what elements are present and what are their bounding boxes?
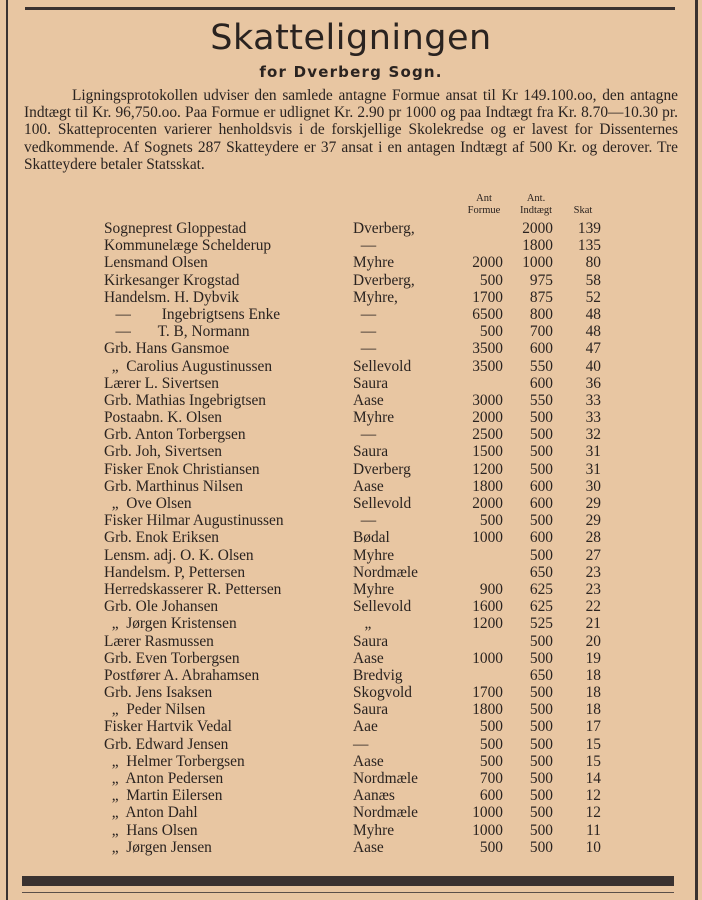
skat-value: 29 [585, 512, 601, 530]
taxpayer-name: Grb. Edward Jensen [104, 735, 229, 753]
taxpayer-name: Fisker Hartvik Vedal [104, 718, 232, 736]
taxpayer-place: Myhre [353, 821, 395, 839]
bottom-rule [22, 892, 674, 893]
indtaegt-value: 500 [529, 804, 553, 822]
taxpayer-name: Grb. Ole Johansen [104, 598, 219, 616]
skat-value: 28 [585, 529, 601, 547]
taxpayer-name: „ Anton Dahl [104, 804, 198, 822]
taxpayer-name: Herredskasserer R. Pettersen [104, 580, 282, 598]
article-title: Skatteligningen [210, 18, 492, 58]
column-border-right [695, 0, 698, 900]
taxpayer-place: Dverberg, [353, 220, 415, 237]
taxpayer-name: — T. B, Normann [104, 323, 250, 341]
formue-value: 6500 [472, 305, 503, 323]
formue-value: 2000 [472, 254, 503, 272]
indtaegt-value: 525 [529, 615, 553, 633]
table-row [104, 443, 604, 460]
taxpayer-name: „ Carolius Augustinussen [104, 357, 273, 375]
taxpayer-name: Handelsm. H. Dybvik [104, 288, 240, 306]
skat-value: 23 [585, 563, 601, 581]
formue-value: 1000 [472, 804, 503, 822]
taxpayer-place: — [353, 735, 369, 753]
indtaegt-value: 600 [529, 495, 553, 512]
taxpayer-place: Aanæs [353, 787, 395, 805]
taxpayer-place: Nordmæle [353, 770, 418, 787]
table-row [104, 736, 604, 753]
header-indtaegt [512, 193, 560, 217]
indtaegt-value: 625 [529, 580, 553, 598]
skat-value: 12 [585, 804, 601, 822]
formue-value: 1000 [472, 649, 503, 667]
skat-value: 12 [585, 787, 601, 805]
formue-value: 1800 [472, 477, 503, 495]
intro-paragraph: Ligningsprotokollen udviser den samlede antagne Formue ansat til Kr 149.100.oo, den antagne Indtægt til Kr. 96,750.oo. Paa Formue er udlignet Kr. 2.90 pr 1000 og paa Indtægt fra Kr. 8.70—10.30 pr. 100. Skatteprocenten varierer henholdsvis i de forskjellige Skolekredse og er lavest for Dissenternes vedkommende. Af Sognets 287 Skatteydere er 37 ansat i en antagen Indtægt af 500 Kr. og derover. Tre Skatteydere betaler Statsskat. [24, 87, 678, 173]
formue-value: 500 [479, 323, 503, 341]
formue-value: 2000 [472, 409, 503, 427]
table-row [104, 254, 604, 271]
indtaegt-value: 500 [529, 684, 553, 702]
taxpayer-name: „ Anton Pedersen [104, 770, 224, 787]
taxpayer-name: Lensmand Olsen [104, 254, 208, 272]
formue-value: 500 [479, 718, 503, 736]
formue-value: 2000 [472, 495, 503, 512]
indtaegt-value: 500 [529, 787, 553, 805]
skat-value: 40 [585, 357, 601, 375]
skat-value: 33 [585, 391, 601, 409]
header-indtaegt-line1: Ant. [526, 193, 546, 204]
column-border-left [6, 0, 8, 900]
skat-value: 48 [585, 305, 601, 323]
formue-value: 500 [479, 838, 503, 856]
table-row [104, 306, 604, 323]
table-row [104, 564, 604, 581]
taxpayer-name: Grb. Jens Isaksen [104, 684, 213, 702]
indtaegt-value: 500 [529, 409, 553, 427]
header-indtaegt-line2: Indtægt [519, 205, 553, 216]
table-row [104, 529, 604, 546]
taxpayer-name: Lærer L. Sivertsen [104, 374, 219, 392]
table-row [104, 461, 604, 478]
skat-value: 36 [585, 374, 601, 392]
table-row [104, 701, 604, 718]
formue-value: 3000 [472, 391, 503, 409]
skat-value: 18 [585, 684, 601, 702]
taxpayer-name: Lensm. adj. O. K. Olsen [104, 546, 254, 564]
header-formue [462, 193, 506, 217]
skat-value: 31 [585, 443, 601, 461]
table-row [104, 804, 604, 821]
skat-value: 29 [585, 495, 601, 512]
indtaegt-value: 600 [529, 477, 553, 495]
taxpayer-place: „ [353, 615, 372, 633]
formue-value: 1000 [472, 529, 503, 547]
taxpayer-name: „ Jørgen Jensen [104, 838, 212, 856]
table-row [104, 667, 604, 684]
indtaegt-value: 500 [529, 443, 553, 461]
skat-value: 22 [585, 598, 601, 616]
taxpayer-name: Grb. Mathias Ingebrigtsen [104, 391, 266, 409]
indtaegt-value: 650 [529, 563, 553, 581]
indtaegt-value: 550 [529, 357, 553, 375]
table-row [104, 770, 604, 787]
skat-value: 52 [585, 288, 601, 306]
skat-value: 27 [585, 546, 601, 564]
taxpayer-place: — [353, 512, 377, 530]
taxpayer-place: Nordmæle [353, 563, 418, 581]
taxpayer-name: Grb. Joh, Sivertsen [104, 443, 222, 461]
taxpayer-name: Fisker Enok Christiansen [104, 460, 260, 478]
indtaegt-value: 600 [529, 340, 553, 358]
taxpayer-name: „ Peder Nilsen [104, 701, 206, 719]
taxpayer-place: Aase [353, 391, 384, 409]
indtaegt-value: 500 [529, 460, 553, 478]
header-skat [566, 193, 600, 217]
skat-value: 17 [585, 718, 601, 736]
formue-value: 500 [479, 271, 503, 289]
indtaegt-value: 650 [529, 666, 553, 684]
header-formue-line1: Ant [476, 193, 492, 204]
indtaegt-value: 500 [529, 649, 553, 667]
indtaegt-value: 800 [529, 305, 553, 323]
taxpayer-place: Saura [353, 374, 389, 392]
skat-value: 139 [577, 220, 601, 237]
indtaegt-value: 500 [529, 735, 553, 753]
skat-value: 33 [585, 409, 601, 427]
indtaegt-value: 625 [529, 598, 553, 616]
skat-value: 47 [585, 340, 601, 358]
skat-value: 18 [585, 701, 601, 719]
taxpayer-name: „ Hans Olsen [104, 821, 198, 839]
taxpayer-name: Kirkesanger Krogstad [104, 271, 240, 289]
taxpayer-place: Aae [353, 718, 378, 736]
taxpayer-name: Postaabn. K. Olsen [104, 409, 222, 427]
taxpayer-place: Nordmæle [353, 804, 418, 822]
tax-table [104, 220, 604, 856]
indtaegt-value: 600 [529, 529, 553, 547]
table-row [104, 787, 604, 804]
taxpayer-place: Saura [353, 632, 389, 650]
taxpayer-place: — [353, 323, 377, 341]
formue-value: 2500 [472, 426, 503, 444]
taxpayer-name: „ Martin Eilersen [104, 787, 223, 805]
indtaegt-value: 500 [529, 701, 553, 719]
taxpayer-name: „ Helmer Torbergsen [104, 752, 245, 770]
taxpayer-place: Sellevold [353, 495, 412, 512]
taxpayer-place: Bødal [353, 529, 390, 547]
taxpayer-name: „ Jørgen Kristensen [104, 615, 237, 633]
skat-value: 23 [585, 580, 601, 598]
skat-value: 20 [585, 632, 601, 650]
taxpayer-place: — [353, 305, 377, 323]
indtaegt-value: 500 [529, 838, 553, 856]
table-row [104, 753, 604, 770]
taxpayer-place: Skogvold [353, 684, 413, 702]
formue-value: 1800 [472, 701, 503, 719]
taxpayer-place: Myhre, [353, 288, 398, 306]
skat-value: 14 [585, 770, 601, 787]
formue-value: 500 [479, 735, 503, 753]
table-row [104, 392, 604, 409]
formue-value: 1200 [472, 615, 503, 633]
taxpayer-place: Myhre [353, 409, 395, 427]
indtaegt-value: 500 [529, 546, 553, 564]
bottom-bar [22, 876, 674, 886]
formue-value: 1600 [472, 598, 503, 616]
taxpayer-place: Dverberg, [353, 271, 415, 289]
skat-value: 21 [585, 615, 601, 633]
table-row [104, 512, 604, 529]
skat-value: 19 [585, 649, 601, 667]
indtaegt-value: 600 [529, 374, 553, 392]
table-row [104, 340, 604, 357]
skat-value: 48 [585, 323, 601, 341]
taxpayer-name: Handelsm. P, Pettersen [104, 563, 246, 581]
table-row [104, 272, 604, 289]
table-row [104, 615, 604, 632]
taxpayer-place: Aase [353, 477, 384, 495]
table-row [104, 495, 604, 512]
indtaegt-value: 500 [529, 426, 553, 444]
taxpayer-place: Sellevold [353, 598, 412, 616]
taxpayer-place: — [353, 426, 377, 444]
formue-value: 1700 [472, 684, 503, 702]
indtaegt-value: 2000 [522, 220, 553, 237]
indtaegt-value: 500 [529, 632, 553, 650]
table-row [104, 426, 604, 443]
taxpayer-name: Grb. Enok Eriksen [104, 529, 219, 547]
formue-value: 500 [479, 512, 503, 530]
indtaegt-value: 500 [529, 770, 553, 787]
formue-value: 1200 [472, 460, 503, 478]
indtaegt-value: 1000 [522, 254, 553, 272]
indtaegt-value: 1800 [522, 237, 553, 255]
taxpayer-place: Aase [353, 649, 384, 667]
table-row [104, 289, 604, 306]
taxpayer-place: Bredvig [353, 666, 403, 684]
table-row [104, 633, 604, 650]
skat-value: 10 [585, 838, 601, 856]
taxpayer-name: Grb. Hans Gansmoe [104, 340, 230, 358]
article-subtitle: for Dverberg Sogn. [259, 63, 443, 81]
indtaegt-value: 500 [529, 512, 553, 530]
indtaegt-value: 975 [529, 271, 553, 289]
taxpayer-place: Myhre [353, 546, 395, 564]
taxpayer-place: Myhre [353, 580, 395, 598]
taxpayer-place: Saura [353, 443, 389, 461]
table-row [104, 478, 604, 495]
table-row [104, 822, 604, 839]
skat-value: 32 [585, 426, 601, 444]
taxpayer-name: Grb. Even Torbergsen [104, 649, 240, 667]
header-skat-line1 [566, 193, 600, 205]
indtaegt-value: 500 [529, 821, 553, 839]
formue-value: 700 [479, 770, 503, 787]
header-formue-line2: Formue [467, 205, 501, 216]
table-row [104, 375, 604, 392]
skat-value: 15 [585, 735, 601, 753]
indtaegt-value: 875 [529, 288, 553, 306]
taxpayer-place: Myhre [353, 254, 395, 272]
table-row [104, 547, 604, 564]
top-rule [25, 7, 675, 10]
table-row [104, 323, 604, 340]
taxpayer-name: Lærer Rasmussen [104, 632, 214, 650]
indtaegt-value: 550 [529, 391, 553, 409]
skat-value: 80 [585, 254, 601, 272]
taxpayer-place: — [353, 340, 377, 358]
table-row [104, 409, 604, 426]
skat-value: 30 [585, 477, 601, 495]
table-row [104, 237, 604, 254]
taxpayer-place: Aase [353, 838, 384, 856]
table-row [104, 598, 604, 615]
taxpayer-name: Grb. Marthinus Nilsen [104, 477, 243, 495]
taxpayer-name: Sogneprest Gloppestad [104, 220, 247, 237]
skat-value: 135 [577, 237, 601, 255]
indtaegt-value: 500 [529, 752, 553, 770]
taxpayer-name: Grb. Anton Torbergsen [104, 426, 246, 444]
indtaegt-value: 700 [529, 323, 553, 341]
skat-value: 18 [585, 666, 601, 684]
taxpayer-name: „ Ove Olsen [104, 495, 192, 512]
table-row [104, 718, 604, 735]
formue-value: 500 [479, 752, 503, 770]
skat-value: 58 [585, 271, 601, 289]
taxpayer-place: — [353, 237, 377, 255]
taxpayer-place: Sellevold [353, 357, 412, 375]
taxpayer-name: Postfører A. Abrahamsen [104, 666, 260, 684]
skat-value: 31 [585, 460, 601, 478]
indtaegt-value: 500 [529, 718, 553, 736]
table-row [104, 220, 604, 237]
table-row [104, 581, 604, 598]
table-row [104, 839, 604, 856]
table-row [104, 650, 604, 667]
formue-value: 600 [479, 787, 503, 805]
formue-value: 3500 [472, 340, 503, 358]
taxpayer-place: Saura [353, 701, 389, 719]
table-row [104, 684, 604, 701]
formue-value: 1700 [472, 288, 503, 306]
taxpayer-name: Kommunelæge Schelderup [104, 237, 272, 255]
taxpayer-place: Dverberg [353, 460, 411, 478]
table-row [104, 358, 604, 375]
skat-value: 11 [586, 821, 601, 839]
skat-value: 15 [585, 752, 601, 770]
taxpayer-name: Fisker Hilmar Augustinussen [104, 512, 284, 530]
taxpayer-name: — Ingebrigtsens Enke [104, 305, 281, 323]
formue-value: 1000 [472, 821, 503, 839]
formue-value: 1500 [472, 443, 503, 461]
formue-value: 3500 [472, 357, 503, 375]
header-skat-line2: Skat [573, 205, 593, 216]
formue-value: 900 [479, 580, 503, 598]
taxpayer-place: Aase [353, 752, 384, 770]
